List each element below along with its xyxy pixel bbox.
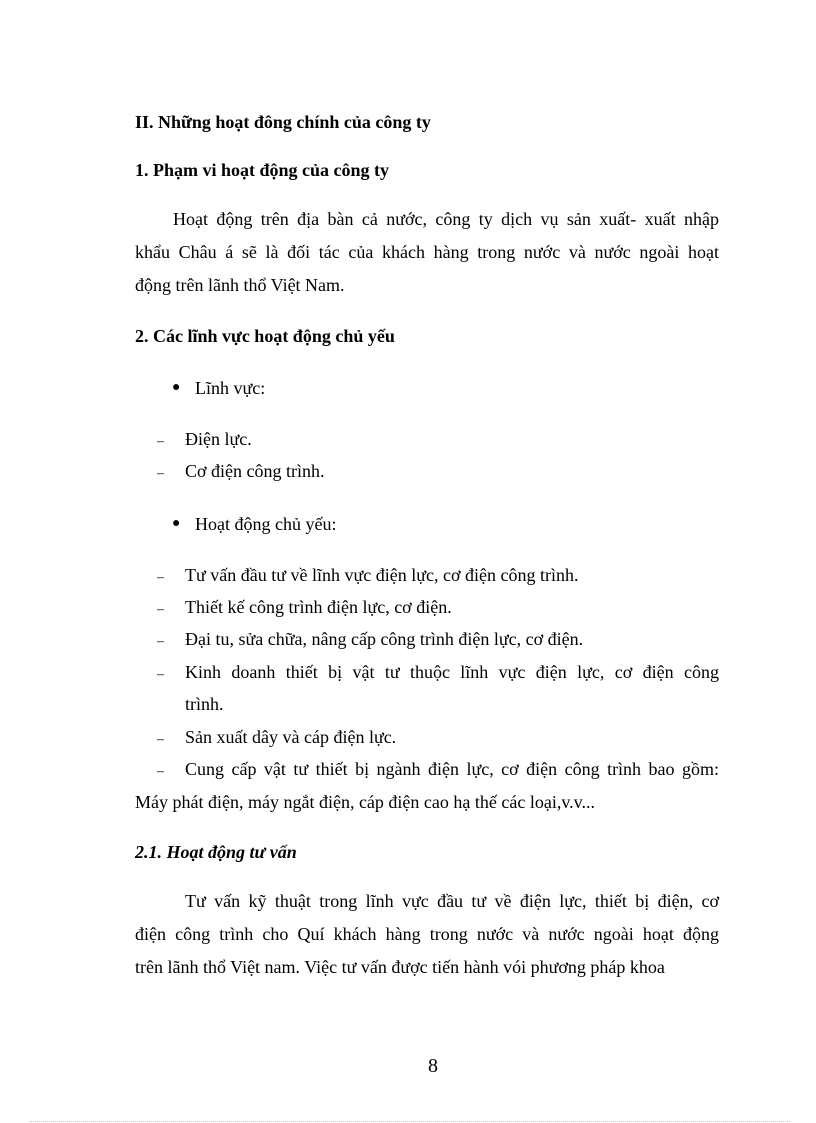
list-item: Kinh doanh thiết bị vật tư thuộc lĩnh vực điện lực, cơ điện công: [185, 662, 719, 682]
list-item: Đại tu, sửa chữa, nâng cấp công trình điện lực, cơ điện.: [185, 629, 584, 649]
subsection-1-title: 1. Phạm vi hoạt động của công ty: [135, 160, 390, 180]
dash-icon: –: [157, 667, 164, 682]
bullet-icon: ●: [172, 380, 181, 395]
dash-icon: –: [157, 434, 164, 449]
list-item: Điện lực.: [185, 429, 252, 449]
paragraph-2-line-2: điện công trình cho Quí khách hàng trong nước và nước ngoài hoạt động: [135, 924, 719, 944]
dash-icon: –: [157, 602, 164, 617]
list-item: Sản xuất dây và cáp điện lực.: [185, 727, 397, 747]
dash-icon: –: [157, 466, 164, 481]
list-item: Tư vấn đầu tư về lĩnh vực điện lực, cơ điện công trình.: [185, 565, 579, 585]
list-item: Cơ điện công trình.: [185, 461, 325, 481]
bullet-label-hoat-dong: Hoạt động chủ yếu:: [195, 514, 337, 534]
list-item: Thiết kế công trình điện lực, cơ điện.: [185, 597, 452, 617]
dash-icon: –: [157, 570, 164, 585]
paragraph-1-line-2: khẩu Châu á sẽ là đối tác của khách hàng trong nước và nước ngoài hoạt: [135, 242, 719, 262]
paragraph-2-line-3: trên lãnh thổ Việt nam. Việc tư vấn được tiến hành vói phương pháp khoa: [135, 957, 665, 977]
list-item-continuation: trình.: [185, 694, 224, 714]
dash-icon: –: [157, 764, 164, 779]
dash-icon: –: [157, 732, 164, 747]
subsection-2-1-title: 2.1. Hoạt động tư vấn: [135, 842, 297, 862]
bullet-label-linh-vuc: Lĩnh vực:: [195, 378, 266, 398]
list-item: Cung cấp vật tư thiết bị ngành điện lực, cơ điện công trình bao gồm:: [185, 759, 719, 779]
subsection-2-title: 2. Các lĩnh vực hoạt động chủ yếu: [135, 326, 395, 346]
paragraph-2-line-1: Tư vấn kỹ thuật trong lĩnh vực đầu tư về điện lực, thiết bị điện, cơ: [185, 891, 719, 911]
page-number: 8: [428, 1055, 438, 1077]
page-bottom-divider: [30, 1121, 790, 1122]
dash-icon: –: [157, 634, 164, 649]
paragraph-1-line-1: Hoạt động trên địa bàn cả nước, công ty dịch vụ sản xuất- xuất nhập: [173, 209, 719, 229]
bullet-icon: ●: [172, 516, 181, 531]
list-item-continuation: Máy phát điện, máy ngắt điện, cáp điện cao hạ thế các loại,v.v...: [135, 792, 595, 812]
section-title: II. Những hoạt đông chính của công ty: [135, 112, 431, 132]
paragraph-1-line-3: động trên lãnh thổ Việt Nam.: [135, 275, 345, 295]
